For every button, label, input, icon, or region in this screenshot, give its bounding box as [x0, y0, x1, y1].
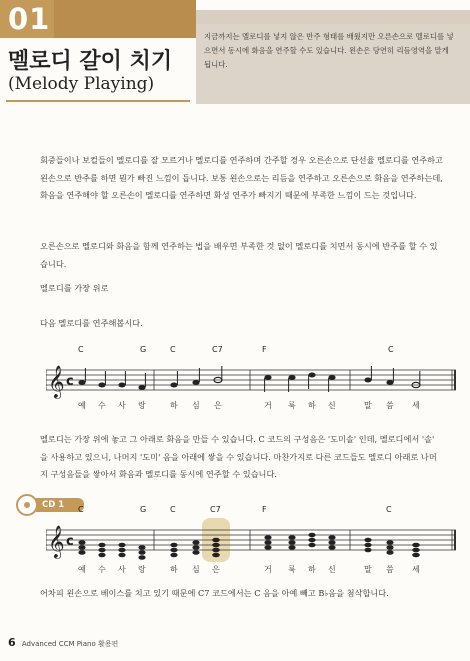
section-heading: 멜로디를 가장 위로	[40, 283, 109, 293]
closing-note: 어차피 왼손으로 베이스를 치고 있기 때문에 C7 코드에서는 C 음을 아예 빼고 B♭음을 첨삭합니다.	[40, 588, 389, 598]
lyric: 하	[308, 565, 316, 574]
cd-track-label: CD 1	[36, 498, 84, 512]
time-signature: c	[66, 374, 74, 389]
melody-staff	[46, 340, 460, 420]
lyric: 말	[364, 401, 372, 410]
lyric: 룩	[288, 565, 296, 574]
chord-symbol: C	[386, 505, 392, 514]
lyric: 하	[170, 565, 178, 574]
chapter-header	[0, 0, 470, 110]
lyric: 예	[78, 401, 86, 410]
lyric: 거	[264, 565, 272, 574]
treble-clef-icon: 𝄞	[48, 525, 65, 558]
chapter-title-english: (Melody Playing)	[8, 74, 155, 94]
chord-symbol: C	[78, 505, 84, 514]
lyric: 하	[308, 401, 316, 410]
chord-symbol: C7	[212, 345, 223, 354]
intro-paragraph: 회중들이나 보컬들이 멜로디를 잘 모르거나 멜로디를 연주하며 간주할 경우 오른손으로 단선율 멜로디를 연주하고 왼손으로 반주를 하면 뭔가 빠진 느낌이 듭니다. 보통 왼손으로는 리듬을 연주하고 오른손으로 화음을 연주하는데, 화음을 연주해야 할 오른손이 멜로디를 연주하면 화성 연주가 빠지기 때문에 부족한 느낌이 드는 것입니다.	[40, 155, 443, 200]
chord-symbol: C	[78, 345, 84, 354]
lyric: 거	[264, 401, 272, 410]
lyric: 하	[170, 401, 178, 410]
chapter-title-korean: 멜로디 갈이 치기	[8, 49, 173, 74]
title-underline	[6, 100, 190, 102]
lyric: 은	[214, 401, 222, 410]
chord-symbol: C	[170, 505, 176, 514]
chapter-number: 01	[8, 2, 51, 36]
chapter-summary: 지금까지는 멜로디를 넣지 않은 반주 형태를 배웠지만 오른손으로 멜로디를 넣으면서 동시에 화음을 연주할 수도 있습니다. 왼손은 당연히 리듬영역을 맡게 됩니다.	[204, 32, 454, 69]
second-paragraph: 오른손으로 멜로디와 화음을 함께 연주하는 법을 배우면 부족한 것 없이 멜로디를 치면서 동시에 반주를 할 수 있습니다.	[40, 241, 438, 269]
chord-symbol: C	[170, 345, 176, 354]
lyric: 수	[98, 401, 106, 410]
lyric: 심	[192, 565, 200, 574]
chord-symbol: C7	[210, 505, 221, 514]
lyric: 룩	[288, 401, 296, 410]
lyric: 세	[412, 401, 420, 410]
chord-symbol: G	[140, 345, 147, 354]
lyric: 말	[364, 565, 372, 574]
cd-disc-icon	[16, 494, 38, 516]
lyric: 수	[98, 565, 106, 574]
page-number: 6	[8, 636, 16, 649]
exercise-instruction: 다음 멜로디를 연주해봅시다.	[40, 318, 143, 328]
chord-symbol: G	[140, 505, 147, 514]
lyric: 랑	[138, 401, 146, 410]
lyric: 사	[118, 401, 126, 410]
lyric: 사	[118, 565, 126, 574]
explanation-paragraph: 멜로디는 가장 위에 놓고 그 아래로 화음을 만들 수 있습니다. C 코드의 구성음은 '도미솔' 인데, 멜로디에서 '솔' 을 사용하고 있으니, 나머지 '도미' 음을 아래에 쌓을 수 있습니다. 마찬가지로 다른 코드들도 멜로디 아래로 나머지 구성음들을 쌓아서 화음과 멜로디를 동시에 연주할 수 있습니다.	[40, 434, 437, 479]
page-footer	[8, 636, 118, 649]
chord-symbol: F	[262, 345, 267, 354]
chord-symbol: F	[262, 505, 267, 514]
time-signature: c	[66, 534, 74, 549]
lyric: 씀	[386, 401, 394, 410]
chord-symbol: C	[388, 345, 394, 354]
lyric: 은	[212, 565, 220, 574]
lyric: 신	[328, 401, 336, 410]
lyric: 예	[78, 565, 86, 574]
harmony-staff	[46, 500, 460, 580]
lyric: 씀	[386, 565, 394, 574]
chapter-tab	[54, 0, 196, 38]
treble-clef-icon: 𝄞	[48, 365, 65, 398]
book-title: Advanced CCM Piano 활용편	[21, 640, 119, 648]
lyric: 세	[412, 565, 420, 574]
header-panel-strip	[196, 10, 470, 24]
lyric: 심	[192, 401, 200, 410]
lyric: 신	[328, 565, 336, 574]
lyric: 랑	[138, 565, 146, 574]
